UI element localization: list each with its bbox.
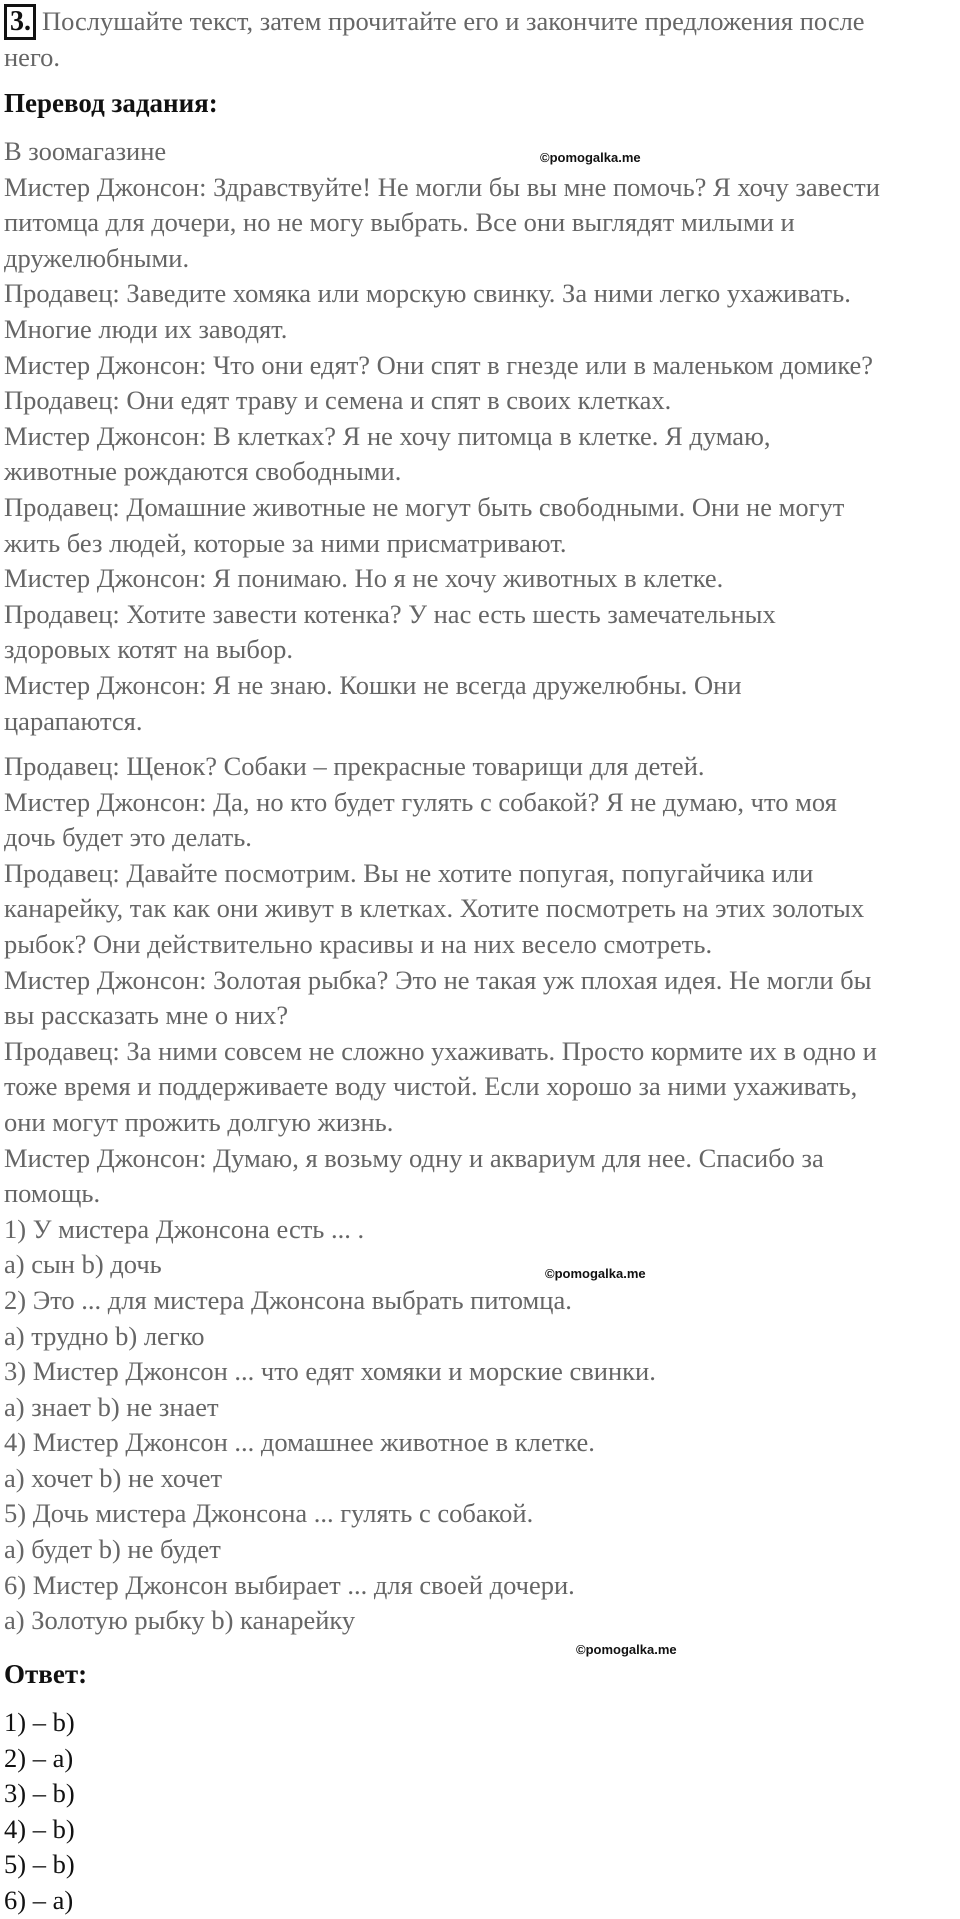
text-line: животные рождаются свободными. [4, 456, 402, 487]
text-line: питомца для дочери, но не могу выбрать. Все они выглядят милыми и [4, 207, 795, 238]
text-line: Мистер Джонсон: Я не знаю. Кошки не всегда дружелюбны. Они [4, 669, 742, 700]
watermark-1: ©pomogalka.me [540, 150, 641, 165]
answer-line: 6) – a) [4, 1884, 74, 1915]
translation-text-block-1 [4, 134, 960, 739]
text-line: 6) Мистер Джонсон выбирает ... для своей дочери. [4, 1569, 575, 1600]
text-line: дружелюбными. [4, 242, 190, 273]
text-line: a) знает b) не знает [4, 1391, 219, 1422]
text-line: Мистер Джонсон: Здравствуйте! Не могли бы вы мне помочь? Я хочу завести [4, 171, 880, 202]
text-line: жить без людей, которые за ними присматривают. [4, 527, 567, 558]
text-line: Продавец: Домашние животные не могут быть свободными. Они не могут [4, 491, 845, 522]
answer-line: 1) – b) [4, 1707, 75, 1737]
task-header [4, 4, 956, 76]
text-line: Продавец: Они едят траву и семена и спят в своих клетках. [4, 385, 672, 416]
text-line: a) трудно b) легко [4, 1320, 205, 1351]
text-line: a) Золотую рыбку b) канарейку [4, 1605, 356, 1636]
text-line: Продавец: За ними совсем не сложно ухаживать. Просто кормите их в одно и [4, 1035, 877, 1066]
text-line: Мистер Джонсон: Да, но кто будет гулять с собакой? Я не думаю, что моя [4, 786, 837, 817]
answer-line: 5) – b) [4, 1849, 75, 1880]
watermark-2: ©pomogalka.me [545, 1266, 646, 1281]
text-line: здоровых котят на выбор. [4, 634, 293, 665]
answer-line: 3) – b) [4, 1778, 75, 1809]
text-line: a) хочет b) не хочет [4, 1462, 223, 1493]
text-line: помощь. [4, 1178, 101, 1209]
text-line: Мистер Джонсон: Золотая рыбка? Это не такая уж плохая идея. Не могли бы [4, 964, 872, 995]
text-line: 5) Дочь мистера Джонсона ... гулять с собакой. [4, 1498, 534, 1529]
text-line: a) сын b) дочь [4, 1249, 162, 1280]
text-line: 2) Это ... для мистера Джонсона выбрать питомца. [4, 1284, 572, 1315]
text-line: дочь будет это делать. [4, 822, 252, 853]
task-number-box: 3. [4, 4, 36, 40]
answer-line: 2) – a) [4, 1742, 74, 1773]
text-line: вы рассказать мне о них? [4, 1000, 289, 1031]
text-line: 3) Мистер Джонсон ... что едят хомяки и морские свинки. [4, 1356, 656, 1387]
translation-text-block-2 [4, 749, 960, 1639]
text-line: канарейку, так как они живут в клетках. Хотите посмотреть на этих золотых [4, 893, 865, 924]
answer-heading: Ответ: [4, 1659, 88, 1689]
translation-heading: Перевод задания: [4, 88, 218, 118]
text-line: Мистер Джонсон: Думаю, я возьму одну и аквариум для нее. Спасибо за [4, 1142, 824, 1173]
text-line: рыбок? Они действительно красивы и на них весело смотреть. [4, 928, 713, 959]
text-line: a) будет b) не будет [4, 1534, 221, 1565]
text-line: Продавец: Давайте посмотрим. Вы не хотите попугая, попугайчика или [4, 857, 814, 888]
task-instruction-line-2: него. [4, 42, 61, 72]
text-line: царапаются. [4, 705, 143, 736]
answers-list [4, 1705, 960, 1919]
text-line: Мистер Джонсон: Что они едят? Они спят в гнезде или в маленьком домике? [4, 349, 874, 380]
task-instruction-line-1: Послушайте текст, затем прочитайте его и закончите предложения после [42, 6, 865, 36]
text-line: 4) Мистер Джонсон ... домашнее животное в клетке. [4, 1427, 595, 1458]
watermark-3: ©pomogalka.me [576, 1642, 677, 1657]
answer-line: 4) – b) [4, 1813, 75, 1844]
text-line: они могут прожить долгую жизнь. [4, 1106, 394, 1137]
text-line: Мистер Джонсон: Я понимаю. Но я не хочу животных в клетке. [4, 563, 724, 594]
text-line: 1) У мистера Джонсона есть ... . [4, 1213, 365, 1244]
text-line: Продавец: Заведите хомяка или морскую свинку. За ними легко ухаживать. [4, 278, 851, 309]
text-line: В зоомагазине [4, 136, 167, 166]
text-line: Продавец: Хотите завести котенка? У нас есть шесть замечательных [4, 598, 776, 629]
text-line: Продавец: Щенок? Собаки – прекрасные товарищи для детей. [4, 751, 705, 781]
text-line: Мистер Джонсон: В клетках? Я не хочу питомца в клетке. Я думаю, [4, 420, 771, 451]
text-line: Многие люди их заводят. [4, 313, 288, 344]
text-line: тоже время и поддерживаете воду чистой. Если хорошо за ними ухаживать, [4, 1071, 858, 1102]
